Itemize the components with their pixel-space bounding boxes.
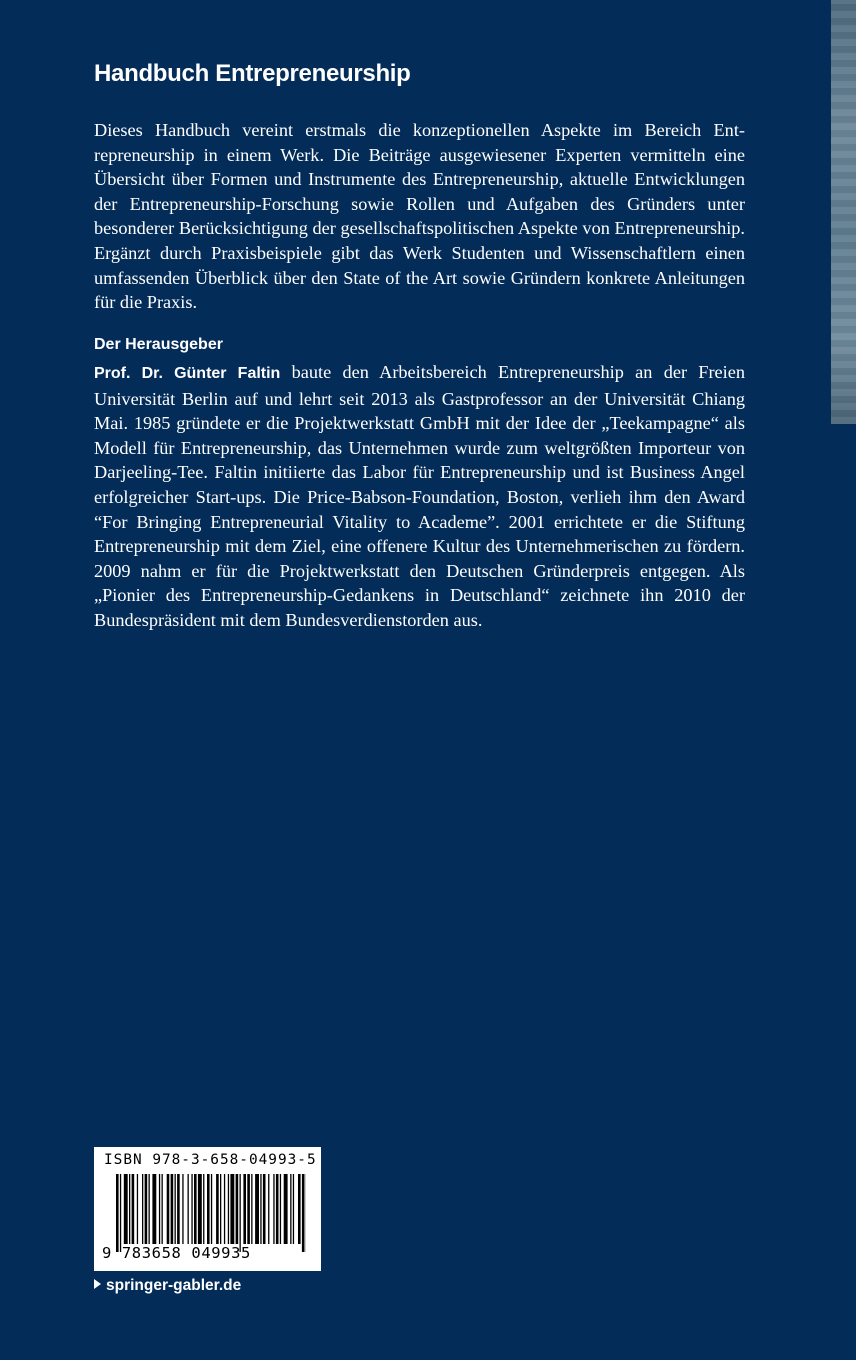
barcode-bar <box>207 1174 210 1244</box>
barcode-bar <box>216 1174 219 1244</box>
barcode-bar <box>203 1174 204 1244</box>
barcode-bar <box>240 1174 241 1252</box>
editor-bio <box>94 360 745 633</box>
barcode-bar <box>290 1174 291 1244</box>
barcode-bar <box>149 1174 150 1244</box>
barcode-bar <box>182 1174 183 1244</box>
barcode-bar <box>243 1174 246 1244</box>
barcode-bar <box>142 1174 143 1244</box>
barcode-bar <box>228 1174 229 1244</box>
website-label: springer-gabler.de <box>106 1277 242 1294</box>
barcode-bar <box>302 1174 305 1252</box>
barcode-bar <box>124 1174 128 1244</box>
barcode-bar <box>260 1174 261 1244</box>
barcode-bar <box>263 1174 266 1244</box>
barcode-digits: 9 783658 049935 <box>102 1244 251 1262</box>
barcode-bar <box>284 1174 288 1244</box>
editor-heading: Der Herausgeber <box>94 336 223 353</box>
barcode-bar <box>120 1174 121 1252</box>
book-description: Dieses Handbuch vereint erstmals die konzeptionellen Aspekte im Bereich Entrepreneurship in einem Werk. Die Beiträge ausgewiesener Experten vermitteln eine Übersicht über Formen und Instrumente des Entrepreneurship, aktuelle Entwicklungen der Entrepreneurship-Forschung sowie Rollen und Aufgaben des Gründers unter besonderer Berücksichtigung der gesellschaftspolitischen Aspekte von Entrepreneurship. Ergänzt durch Praxisbeispiele gibt das Werk Studenten und Wissenschaftlern einen umfassenden Überblick über den State of the Art sowie Gründern konkrete Anleitungen für die Praxis. <box>94 120 745 313</box>
isbn-barcode <box>94 1147 321 1271</box>
barcode-bar <box>247 1174 250 1244</box>
barcode-bar <box>224 1174 225 1244</box>
barcode-bar <box>162 1174 163 1244</box>
barcode-bar <box>236 1174 239 1244</box>
cover-photo-edge <box>831 0 856 424</box>
barcode-bar <box>137 1174 138 1244</box>
barcode-bar <box>230 1174 234 1244</box>
barcode-bar <box>251 1174 252 1244</box>
barcode-bar <box>276 1174 279 1244</box>
book-title: Handbuch Entrepreneurship <box>94 60 411 87</box>
editor-bio-text: baute den Arbeitsbereich Entrepreneurship an der Freien Universität Berlin auf und lehrt seit 2013 als Gastprofessor an der Universität Chiang Mai. 1985 gründete er die Projektwerkstatt GmbH mit der Idee der „Teekampagne“ als Modell für Entrepreneurship, das Unternehmen wurde zum weltgrößten Importeur von Darjeeling-Tee. Faltin initiierte das Labor für Entrepreneurship und ist Business Angel erfolgreicher Start-ups. Die Price-Babson-Foundation, Boston, verlieh ihm den Award “For Bringing Entrepreneurial Vitality to Academe”. 2001 errichtete er die Stiftung Entrepreneurship mit dem Ziel, eine offenere Kultur des Unternehmerischen zu fördern. 2009 nahm er für die Projektwerkstatt den Deutschen Gründerpreis entgegen. Als „Pionier des Entrepreneurship-Gedankens in Deutschland“ zeichnete ihn 2010 der Bundespräsident mit dem Bundesverdienstorden aus. <box>94 362 746 630</box>
barcode-bar <box>273 1174 274 1244</box>
barcode-bar <box>293 1174 294 1244</box>
barcode-bar <box>268 1174 269 1244</box>
isbn-text: ISBN 978-3-658-04993-5 <box>104 1152 317 1168</box>
barcode-bar <box>188 1174 189 1244</box>
barcode-bar <box>298 1174 301 1244</box>
barcode-bar <box>191 1174 192 1244</box>
barcode-bar <box>194 1174 197 1244</box>
barcode-bar <box>116 1174 119 1252</box>
barcode-bar <box>220 1174 221 1244</box>
barcode-bar <box>280 1174 281 1244</box>
barcode-bar <box>171 1174 174 1244</box>
barcode-bar <box>129 1174 130 1244</box>
editor-name: Prof. Dr. Günter Faltin <box>94 365 281 382</box>
barcode-bar <box>145 1174 148 1244</box>
barcode-bar <box>167 1174 170 1244</box>
barcode-bar <box>255 1174 259 1244</box>
barcode-bar <box>198 1174 202 1244</box>
publisher-website[interactable] <box>94 1277 241 1295</box>
barcode-bars <box>116 1174 306 1252</box>
barcode-bar <box>132 1174 135 1244</box>
arrow-right-icon <box>94 1279 101 1289</box>
barcode-bar <box>177 1174 180 1244</box>
barcode-bar <box>152 1174 156 1244</box>
barcode-bar <box>211 1174 212 1244</box>
barcode-bar <box>175 1174 176 1244</box>
barcode-bar <box>159 1174 160 1244</box>
